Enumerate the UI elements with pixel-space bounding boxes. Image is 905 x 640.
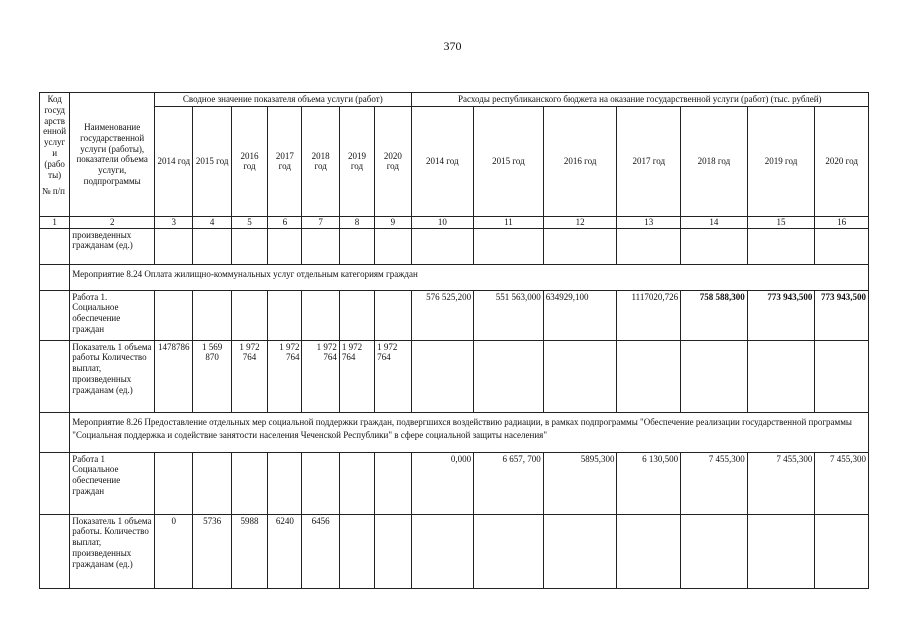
column-number: 5 <box>231 216 267 228</box>
row-name: Показатель 1 объема работы. Количество выплат, произведенных гражданам (ед.) <box>70 514 155 588</box>
expense-year-header: 2017 год <box>617 106 681 216</box>
expense-year-header: 2014 год <box>411 106 474 216</box>
expense-value: 634929,100 <box>543 290 617 340</box>
expense-value: 1117020,726 <box>617 290 681 340</box>
expense-value: 773 943,500 <box>747 290 815 340</box>
event-title: Мероприятие 8.26 Предоставление отдельных мер социальной поддержки граждан, подвергшихся воздействию радиации, в рамках подпрограммы "Обеспечение реализации государственной программы "Социальная поддержка и содействие занятости населения Чеченской Республики" в сфере социальной защиты населения" <box>70 412 869 452</box>
volume-value: 0 <box>155 514 193 588</box>
code-cell <box>40 340 70 412</box>
expense-year-header: 2020 год <box>815 106 869 216</box>
expense-value: 6 657, 700 <box>474 452 544 514</box>
expense-value: 758 588,300 <box>681 290 748 340</box>
code-cell <box>40 228 70 264</box>
column-number: 13 <box>617 216 681 228</box>
expense-value: 7 455,300 <box>681 452 748 514</box>
row-name: Работа 1 Социальное обеспечение граждан <box>70 452 155 514</box>
code-cell <box>40 264 70 290</box>
code-cell <box>40 514 70 588</box>
volume-value: 1478786 <box>155 340 193 412</box>
column-number: 9 <box>375 216 411 228</box>
event-row <box>40 264 869 290</box>
expense-year-header: 2018 год <box>681 106 748 216</box>
event-title: Мероприятие 8.24 Оплата жилищно-коммунальных услуг отдельным категориям граждан <box>70 264 869 290</box>
volume-year-header: 2016 год <box>231 106 267 216</box>
table-row <box>40 228 869 264</box>
column-number: 6 <box>268 216 302 228</box>
expense-value: 773 943,500 <box>815 290 869 340</box>
volume-year-header: 2018 год <box>302 106 339 216</box>
expense-year-header: 2019 год <box>747 106 815 216</box>
code-cell <box>40 412 70 452</box>
volume-year-header: 2017 год <box>268 106 302 216</box>
column-number: 10 <box>411 216 474 228</box>
column-number: 4 <box>193 216 231 228</box>
event-row <box>40 412 869 452</box>
column-number: 16 <box>815 216 869 228</box>
column-number: 3 <box>155 216 193 228</box>
volume-year-header: 2020 год <box>375 106 411 216</box>
volume-value <box>375 514 411 588</box>
column-number: 12 <box>543 216 617 228</box>
volume-value: 6240 <box>268 514 302 588</box>
volume-value: 5988 <box>231 514 267 588</box>
column-number: 2 <box>70 216 155 228</box>
expense-year-header: 2016 год <box>543 106 617 216</box>
table-row <box>40 340 869 412</box>
expense-group-header: Расходы республиканского бюджета на оказание государственной услуги (работ) (тыс. рублей) <box>411 93 868 107</box>
column-number: 1 <box>40 216 70 228</box>
column-number: 8 <box>339 216 374 228</box>
code-column-header: Код госуд арств енной услуг и (рабо ты) № п/п <box>40 93 70 217</box>
volume-value: 1 972 764 <box>339 340 374 412</box>
volume-value <box>339 514 374 588</box>
volume-value: 1 972 764 <box>231 340 267 412</box>
table-row <box>40 452 869 514</box>
budget-table <box>39 92 869 589</box>
column-number: 11 <box>474 216 544 228</box>
expense-value: 0,000 <box>411 452 474 514</box>
header-row-years <box>40 106 869 216</box>
header-row-groups <box>40 93 869 107</box>
volume-year-header: 2015 год <box>193 106 231 216</box>
volume-value: 5736 <box>193 514 231 588</box>
row-number-label: № п/п <box>42 186 65 197</box>
volume-year-header: 2019 год <box>339 106 374 216</box>
table-row <box>40 514 869 588</box>
row-name: произведенных гражданам (ед.) <box>70 228 155 264</box>
expense-value: 6 130,500 <box>617 452 681 514</box>
expense-year-header: 2015 год <box>474 106 544 216</box>
expense-value: 7 455,300 <box>815 452 869 514</box>
expense-value: 551 563,000 <box>474 290 544 340</box>
row-name: Показатель 1 объема работы Количество выплат, произведенных гражданам (ед.) <box>70 340 155 412</box>
row-name: Работа 1. Социальное обеспечение граждан <box>70 290 155 340</box>
column-number: 14 <box>681 216 748 228</box>
volume-year-header: 2014 год <box>155 106 193 216</box>
code-cell <box>40 452 70 514</box>
name-column-header: Наименование государственной услуги (работы), показатели объема услуги, подпрограммы <box>70 93 155 217</box>
volume-value: 1 972 764 <box>302 340 339 412</box>
page-number: 370 <box>443 39 462 53</box>
volume-value: 1 569 870 <box>193 340 231 412</box>
expense-value: 576 525,200 <box>411 290 474 340</box>
column-number: 15 <box>747 216 815 228</box>
volume-value: 6456 <box>302 514 339 588</box>
volume-value: 1 972 764 <box>268 340 302 412</box>
table-row <box>40 290 869 340</box>
volume-group-header: Сводное значение показателя объема услуги (работ) <box>155 93 411 107</box>
volume-value: 1 972 764 <box>375 340 411 412</box>
code-cell <box>40 290 70 340</box>
expense-value: 5895,300 <box>543 452 617 514</box>
expense-value: 7 455,300 <box>747 452 815 514</box>
column-number-row <box>40 216 869 228</box>
column-number: 7 <box>302 216 339 228</box>
